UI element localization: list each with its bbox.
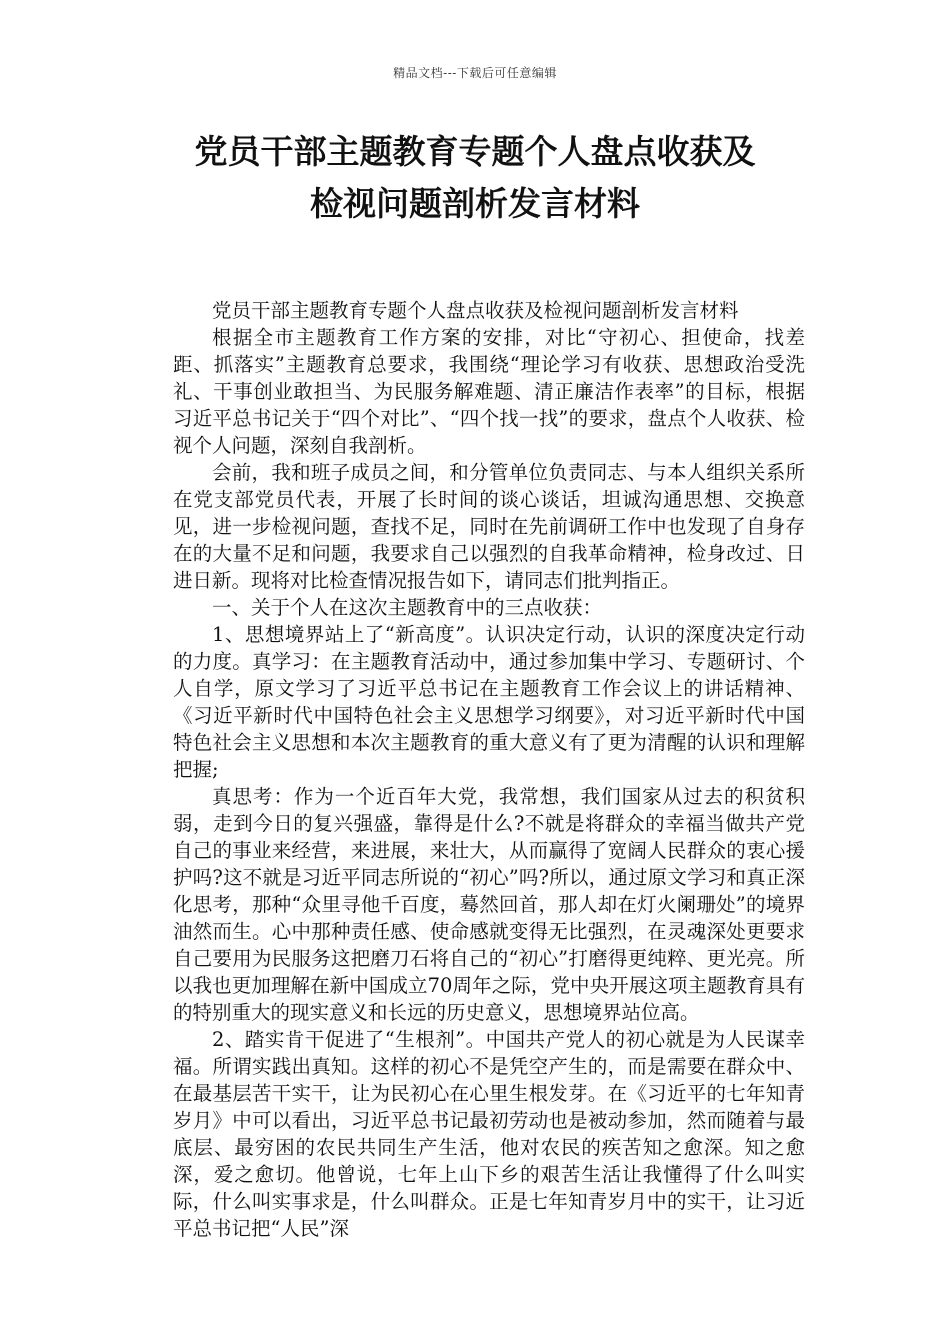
header-note: 精品文档---下载后可任意编辑	[393, 66, 557, 80]
document-title-line-1: 党员干部主题教育专题个人盘点收获及	[194, 132, 756, 171]
body-paragraph: 真思考：作为一个近百年大党，我常想，我们国家从过去的积贫积弱，走到今日的复兴强盛，靠得是什么?不就是将群众的幸福当做共产党自己的事业来经营，来进展，来壮大，从而赢得了宽阔人民群众的衷心援护吗?这不就是习近平同志所说的“初心”吗?所以，通过原文学习和真正深化思考，那种“众里寻他千百度，蓦然回首，那人却在灯火阑珊处”的境界油然而生。心中那种责任感、使命感就变得无比强烈，在灵魂深处更要求自己要用为民服务这把磨刀石将自己的“初心”打磨得更纯粹、更光亮。所以我也更加理解在新中国成立70周年之际，党中央开展这项主题教育具有的特别重大的现实意义和长远的历史意义，思想境界站位高。	[173, 785, 805, 1024]
body-paragraph: 1、思想境界站上了“新高度”。认识决定行动，认识的深度决定行动的力度。真学习：在主题教育活动中，通过参加集中学习、专题研讨、个人自学，原文学习了习近平总书记在主题教育工作会议上的讲话精神、《习近平新时代中国特色社会主义思想学习纲要》，对习近平新时代中国特色社会主义思想和本次主题教育的重大意义有了更为清醒的认识和理解把握;	[173, 623, 805, 781]
body-paragraph-subtitle: 党员干部主题教育专题个人盘点收获及检视问题剖析发言材料	[212, 299, 739, 322]
body-paragraph: 2、踏实肯干促进了“生根剂”。中国共产党人的初心就是为人民谋幸福。所谓实践出真知。这样的初心不是凭空产生的，而是需要在群众中、在最基层苦干实干，让为民初心在心里生根发芽。在《习近平的七年知青岁月》中可以看出，习近平总书记最初劳动也是被动参加，然而随着与最底层、最穷困的农民共同生产生活，他对农民的疾苦知之愈深。知之愈深，爱之愈切。他曾说，七年上山下乡的艰苦生活让我懂得了什么叫实际，什么叫实事求是，什么叫群众。正是七年知青岁月中的实干，让习近平总书记把“人民”深	[173, 1028, 805, 1240]
section-heading: 一、关于个人在这次主题教育中的三点收获：	[212, 596, 603, 619]
document-title-line-2: 检视问题剖析发言材料	[310, 184, 640, 223]
body-paragraph: 根据全市主题教育工作方案的安排，对比“守初心、担使命，找差距、抓落实”主题教育总要求，我围绕“理论学习有收获、思想政治受洗礼、干事创业敢担当、为民服务解难题、清正廉洁作表率”的目标，根据习近平总书记关于“四个对比”、“四个找一找”的要求，盘点个人收获、检视个人问题，深刻自我剖析。	[173, 326, 805, 457]
document-title	[120, 126, 830, 230]
document-body	[173, 297, 805, 1242]
body-paragraph: 会前，我和班子成员之间，和分管单位负责同志、与本人组织关系所在党支部党员代表，开展了长时间的谈心谈话，坦诚沟通思想、交换意见，进一步检视问题，查找不足，同时在先前调研工作中也发现了自身存在的大量不足和问题，我要求自己以强烈的自我革命精神，检身改过、日进日新。现将对比检查情况报告如下，请同志们批判指正。	[173, 461, 805, 592]
